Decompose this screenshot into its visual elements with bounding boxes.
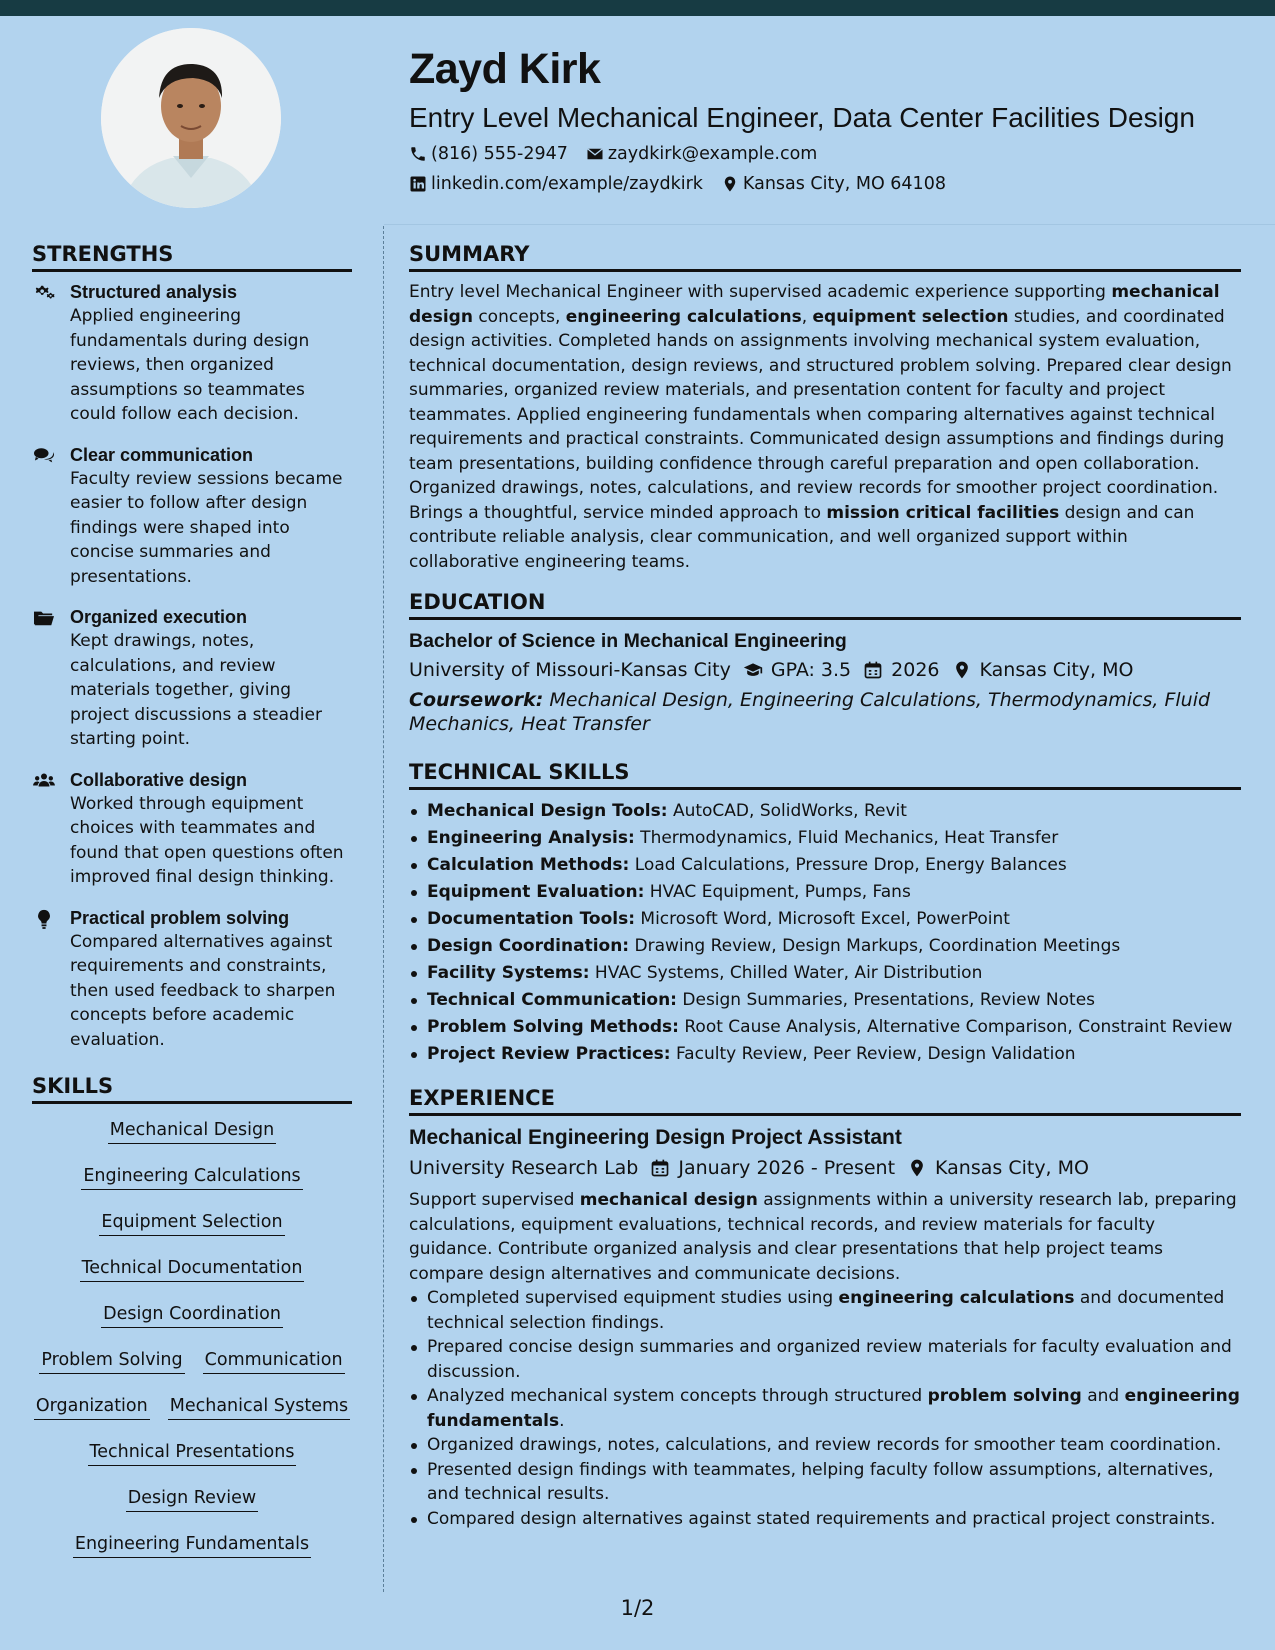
strength-item [32,768,352,890]
employer-item [409,1154,638,1182]
edu-location-text: Kansas City, MO [979,659,1134,681]
text-run: Analyzed mechanical system concepts through structured [427,1386,928,1406]
profile-photo [101,28,281,208]
skill-tag: Problem Solving [39,1348,184,1374]
skills-tags [32,1118,352,1558]
strength-title: Clear communication [70,444,254,465]
strength-body [70,605,352,752]
strength-icon-wrap [32,906,70,1053]
technical-skill-label: Facility Systems: [427,963,590,983]
skills-heading: SKILLS [32,1072,352,1104]
skill-tag: Mechanical Design [108,1118,276,1144]
text-run: concepts, [472,306,566,327]
technical-skills-heading: TECHNICAL SKILLS [409,758,1241,790]
linkedin-item[interactable] [409,172,703,196]
users-icon [32,771,56,791]
technical-skill-item [409,825,1241,852]
employer-name: University Research Lab [409,1157,639,1179]
chat-icon [32,446,56,466]
skill-tag: Engineering Fundamentals [73,1532,311,1558]
skill-tag: Communication [203,1348,345,1374]
technical-skill-item [409,960,1241,987]
emphasis-text: mechanical design [579,1190,758,1210]
left-column [32,240,352,1558]
strength-body [70,443,352,590]
experience-bullet [409,1384,1241,1433]
graduation-cap-icon [743,660,763,680]
technical-skill-label: Engineering Analysis: [427,828,635,848]
strength-description: Worked through equipment choices with teammates and found that open questions often improved final design thinking. [70,793,344,887]
linkedin-text: linkedin.com/example/zaydkirk [431,174,703,194]
strength-description: Faculty review sessions became easier to follow after design findings were shaped into concise summaries and presentations. [70,468,343,587]
emphasis-text: engineering calculations [838,1288,1075,1308]
education-meta [409,656,1241,684]
text-run: Presented design findings with teammates, helping faculty follow assumptions, alternatives, and technical results. [427,1459,1214,1504]
technical-skill-value: HVAC Systems, Chilled Water, Air Distribution [589,963,983,983]
text-run: studies, and coordinated design activities. Completed hands on assignments involving mechanical system evaluation, technical documentation, design reviews, and structured problem solving. Prepared clear design summaries, organized review materials, and presentation content for faculty and project teammates. Applied engineering fundamentals when comparing alternatives against technical requirements and practical constraints. Communicated design assumptions and findings during team presentations, building confidence through careful preparation and open collaboration. Organized drawings, notes, calculations, and review records for smoother project coordination. Brings a thoughtful, service minded approach to [409,306,1232,523]
calendar-icon [650,1158,670,1178]
location-text: Kansas City, MO 64108 [742,174,946,194]
page-number: 1/2 [620,1596,655,1620]
technical-skill-label: Technical Communication: [427,990,677,1010]
strength-description: Compared alternatives against requirements and constraints, then used feedback to sharpen concepts before academic evaluation. [70,931,336,1050]
coursework [409,688,1241,736]
strengths-list [32,280,352,1052]
degree-title: Bachelor of Science in Mechanical Engineering [409,630,847,652]
strength-body [70,906,352,1053]
dates-item [650,1154,895,1182]
skill-tag: Mechanical Systems [168,1394,350,1420]
location-item [721,172,946,196]
text-run: . [559,1410,565,1431]
technical-skill-label: Mechanical Design Tools: [427,801,668,821]
summary-text [409,280,1241,574]
technical-skill-value: Design Summaries, Presentations, Review Notes [676,990,1096,1010]
strength-description: Applied engineering fundamentals during design reviews, then organized assumptions so teammates could follow each decision. [70,306,310,424]
top-accent-bar [0,0,1275,16]
technical-skill-value: AutoCAD, SolidWorks, Revit [667,801,907,821]
job-location-item [907,1154,1089,1182]
technical-skills-list [409,798,1241,1068]
header-divider [384,224,1275,225]
technical-skill-value: Load Calculations, Pressure Drop, Energy Balances [629,855,1067,875]
gears-icon [32,283,56,303]
technical-skill-item [409,1014,1241,1041]
technical-skill-label: Equipment Evaluation: [427,882,645,902]
education-heading: EDUCATION [409,588,1241,620]
job-meta [409,1154,1241,1182]
contact-row-2 [409,172,1249,196]
map-pin-icon [721,175,739,193]
emphasis-text: equipment selection [812,306,1009,327]
strength-title: Practical problem solving [70,907,290,928]
school-name: University of Missouri-Kansas City [409,659,731,681]
strength-item [32,906,352,1053]
technical-skill-label: Project Review Practices: [427,1044,671,1064]
email-text: zaydkirk@example.com [607,144,818,164]
envelope-icon [586,145,604,163]
experience-bullet [409,1335,1241,1384]
strength-item [32,443,352,590]
technical-skill-value: Thermodynamics, Fluid Mechanics, Heat Transfer [634,828,1059,848]
summary-heading: SUMMARY [409,240,1241,272]
strength-description: Kept drawings, notes, calculations, and review materials together, giving project discussions a steadier starting point. [70,631,322,749]
technical-skill-value: Drawing Review, Design Markups, Coordination Meetings [629,936,1121,956]
technical-skill-item [409,1041,1241,1068]
strength-title: Collaborative design [70,769,248,790]
strength-title: Organized execution [70,607,248,627]
column-divider [383,226,384,1592]
skill-tag: Equipment Selection [99,1210,284,1236]
technical-skill-value: Faculty Review, Peer Review, Design Validation [670,1044,1076,1064]
emphasis-text: mechanical design [409,282,1220,327]
text-run: and documented technical selection findings. [427,1288,1225,1333]
job-dates: January 2026 - Present [678,1157,896,1179]
strength-body [70,280,352,427]
technical-skill-item [409,906,1241,933]
coursework-label: Coursework: [409,689,544,711]
gpa-item [743,656,851,684]
map-pin-icon [907,1158,927,1178]
folder-icon [32,608,56,628]
technical-skill-label: Problem Solving Methods: [427,1017,679,1037]
map-pin-icon [952,660,972,680]
email-item[interactable] [586,142,817,166]
technical-skill-item [409,798,1241,825]
technical-skill-item [409,852,1241,879]
strength-icon-wrap [32,280,70,427]
text-run: Prepared concise design summaries and organized review materials for faculty evaluation and discussion. [427,1337,1232,1382]
school-item [409,656,731,684]
strength-icon-wrap [32,443,70,590]
linkedin-icon [409,175,427,193]
text-run: , [801,306,813,327]
technical-skill-value: Root Cause Analysis, Alternative Comparison, Constraint Review [678,1017,1233,1037]
text-run: Organized drawings, notes, calculations, and review records for smoother team coordination. [427,1435,1222,1455]
text-run: Support supervised [409,1190,580,1210]
gpa-text: GPA: 3.5 [770,659,852,681]
technical-skill-item [409,933,1241,960]
strength-icon-wrap [32,605,70,752]
technical-skill-label: Documentation Tools: [427,909,636,929]
lightbulb-icon [32,909,56,929]
contact-row-1 [409,142,1249,166]
text-run: Entry level Mechanical Engineer with supervised academic experience supporting [409,282,1112,302]
candidate-title: Entry Level Mechanical Engineer, Data Center Facilities Design [409,102,1195,133]
skill-tag: Technical Presentations [88,1440,297,1466]
technical-skill-value: HVAC Equipment, Pumps, Fans [644,882,911,902]
candidate-name: Zayd Kirk [409,45,601,93]
calendar-icon [863,660,883,680]
strength-icon-wrap [32,768,70,890]
emphasis-text: problem solving [927,1386,1082,1406]
job-location: Kansas City, MO [935,1157,1089,1179]
text-run: assignments within a university research lab, preparing calculations, equipment evaluations, technical records, and review materials for faculty guidance. Contribute organized analysis and clear presentations that help project teams compare design alternatives and communicate decisions. [409,1190,1237,1284]
strength-body [70,768,352,890]
text-run: design and can contribute reliable analysis, clear communication, and well organized support within collaborative engineering teams. [409,502,1195,572]
phone-item [409,142,568,166]
experience-bullet [409,1286,1241,1335]
year-text: 2026 [891,659,940,681]
emphasis-text: mission critical facilities [826,502,1060,523]
experience-bullet [409,1507,1241,1532]
technical-skill-label: Design Coordination: [427,936,630,956]
experience-bullet [409,1433,1241,1458]
job-title: Mechanical Engineering Design Project Assistant [409,1126,902,1149]
strength-item [32,280,352,427]
skill-tag: Engineering Calculations [81,1164,302,1190]
technical-skill-item [409,879,1241,906]
text-run: Compared design alternatives against stated requirements and practical project constraints. [427,1508,1216,1529]
skill-tag: Technical Documentation [80,1256,305,1282]
strengths-heading: STRENGTHS [32,240,352,272]
emphasis-text: engineering calculations [565,306,802,327]
experience-bullets [409,1286,1241,1531]
phone-icon [409,145,427,163]
coursework-list: Mechanical Design, Engineering Calculations, Thermodynamics, Fluid Mechanics, Heat Transfer [409,689,1211,735]
year-item [863,656,939,684]
technical-skill-label: Calculation Methods: [427,855,630,875]
experience-heading: EXPERIENCE [409,1084,1241,1116]
strength-item [32,605,352,752]
skill-tag: Design Review [126,1486,258,1512]
text-run: and [1081,1386,1125,1406]
skill-tag: Design Coordination [101,1302,283,1328]
experience-intro [409,1188,1241,1286]
phone-text: (816) 555-2947 [431,144,568,164]
skill-tag: Organization [34,1394,150,1420]
strength-title: Structured analysis [70,282,238,302]
experience-bullet [409,1458,1241,1507]
technical-skill-value: Microsoft Word, Microsoft Excel, PowerPoint [635,909,1010,929]
resume-header [409,40,1249,196]
text-run: Completed supervised equipment studies using [427,1288,839,1308]
right-column [409,240,1241,1531]
edu-location-item [952,656,1134,684]
technical-skill-item [409,987,1241,1014]
emphasis-text: engineering fundamentals [427,1386,1240,1431]
